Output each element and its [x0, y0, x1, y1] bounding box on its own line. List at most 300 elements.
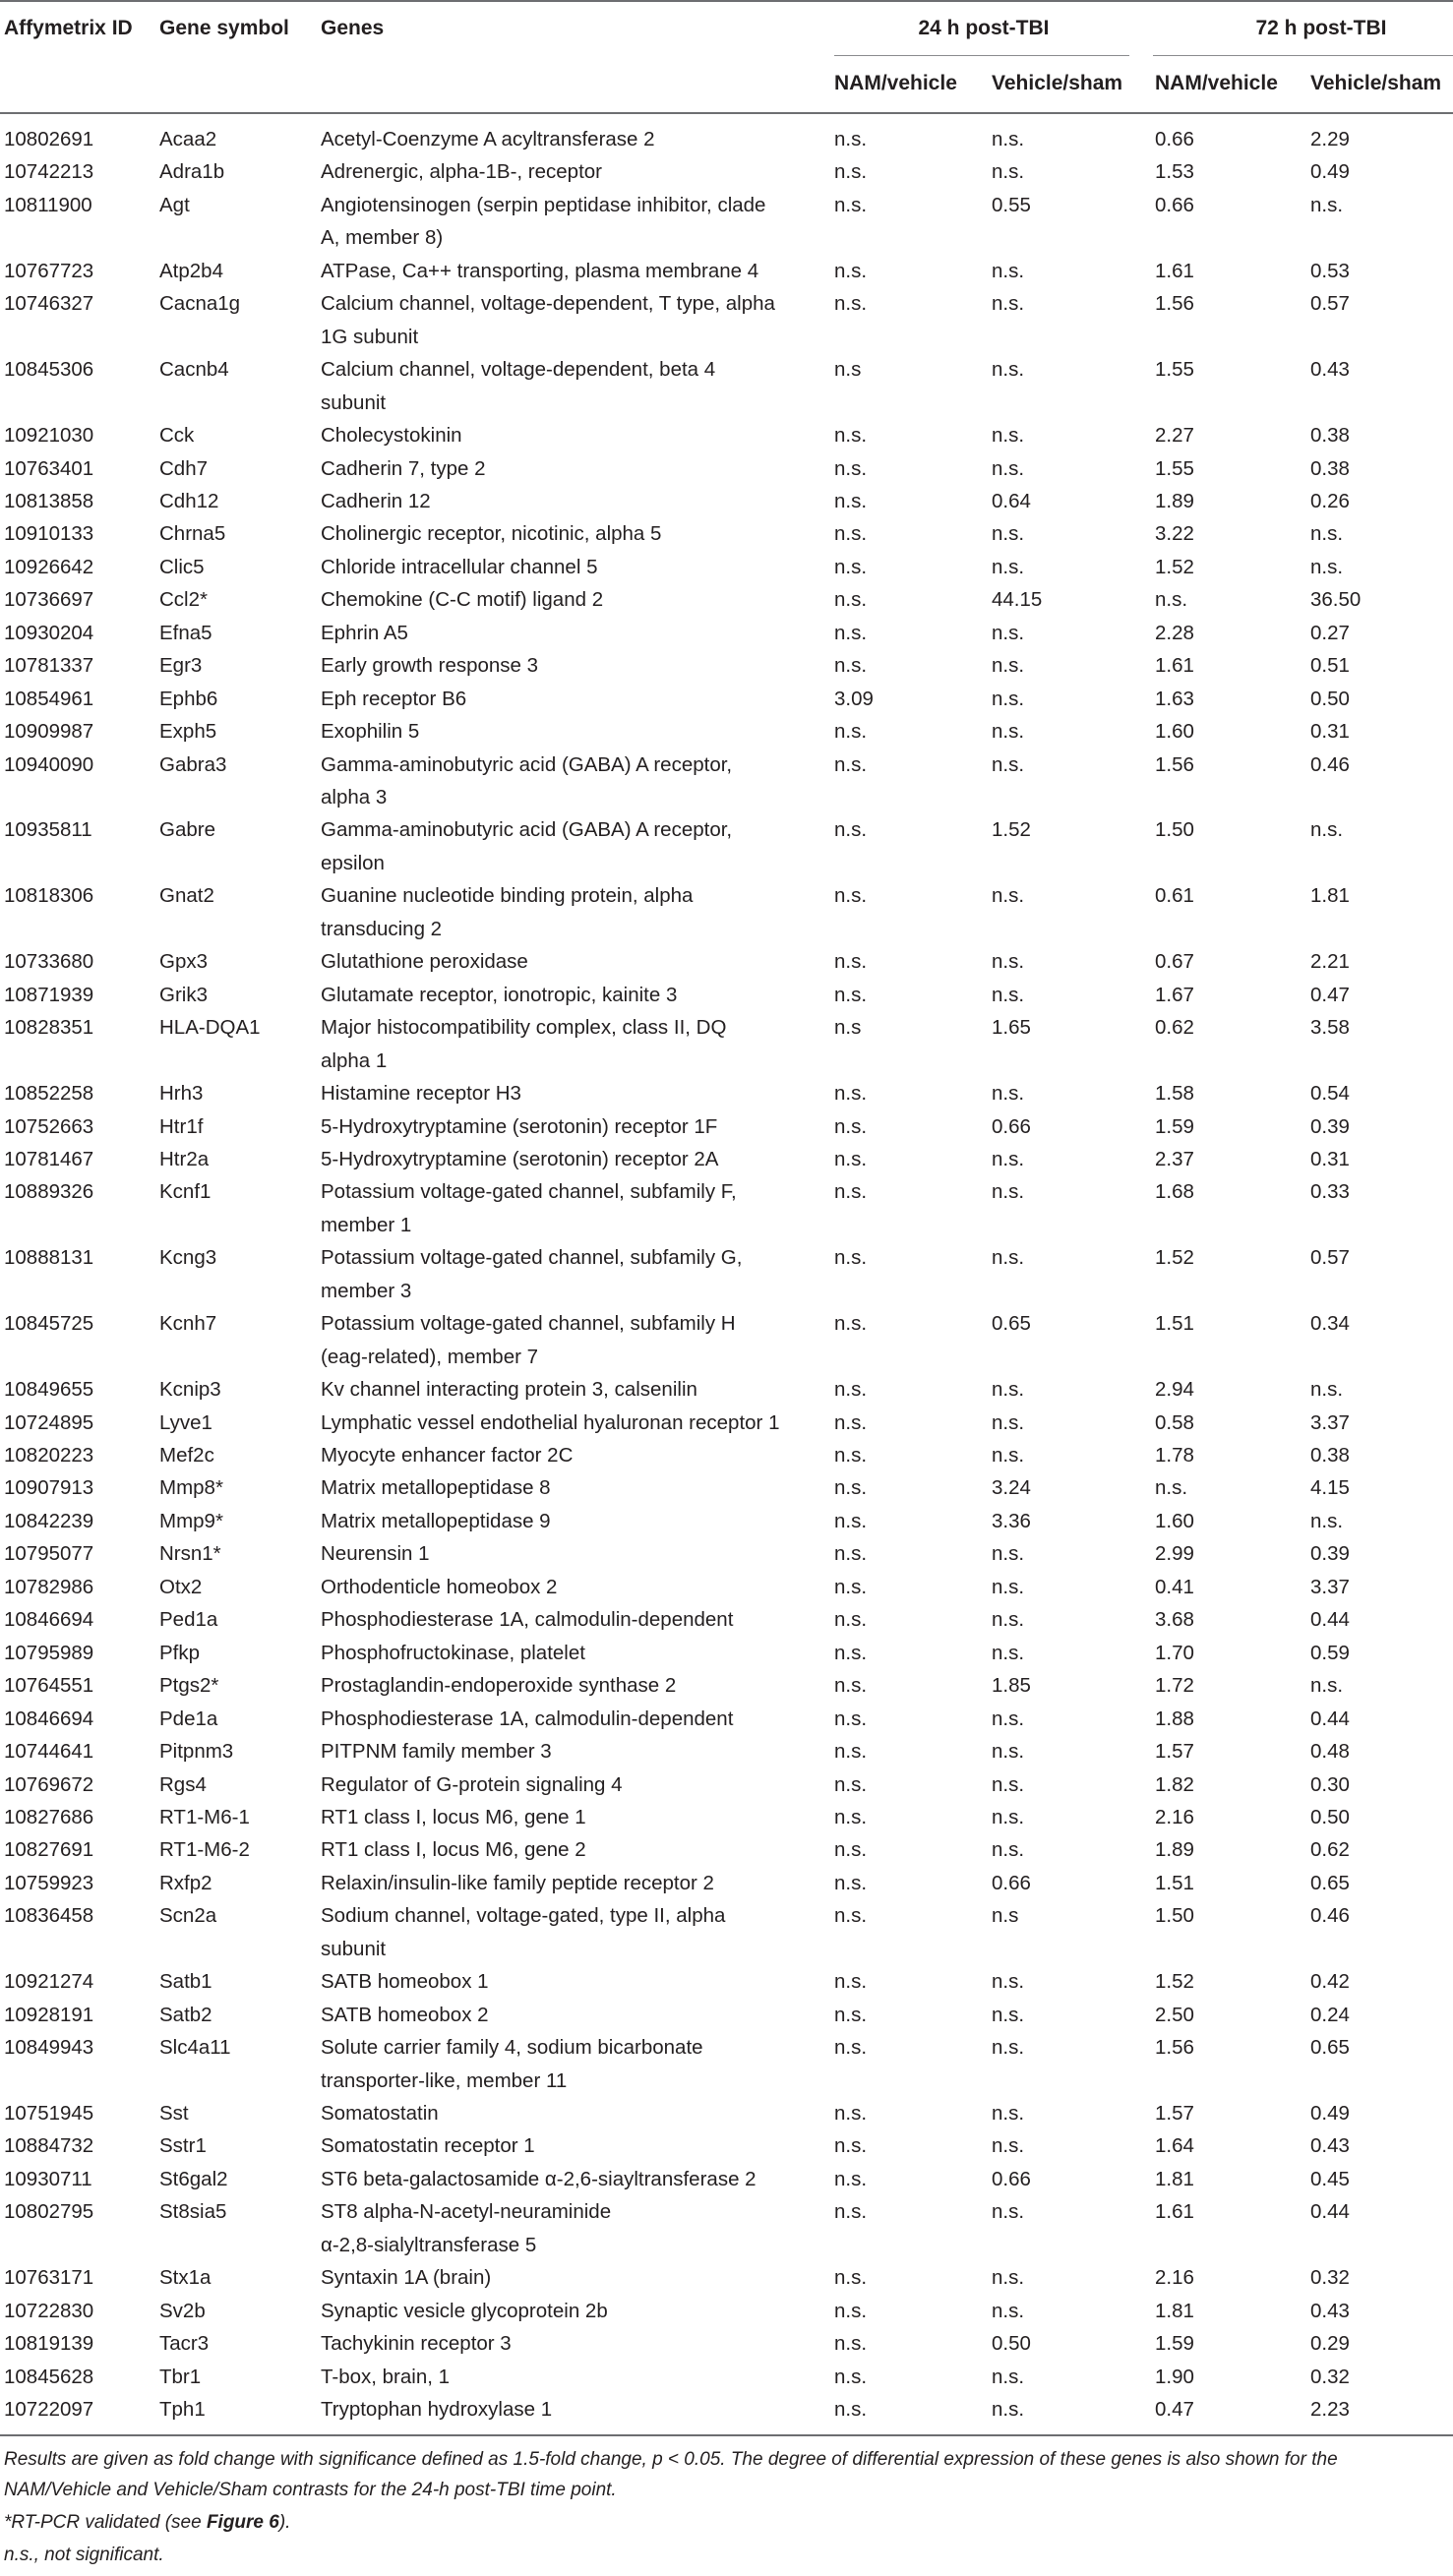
cell-nam-vehicle-72h: 1.90: [1155, 2365, 1194, 2388]
cell-vehicle-sham-72h: 2.29: [1310, 128, 1350, 150]
cell-nam-vehicle-72h: 2.16: [1155, 1805, 1194, 1828]
cell-gene-name: Major histocompatibility complex, class II, DQ: [321, 1016, 727, 1040]
cell-nam-vehicle-24h: n.s.: [834, 1904, 868, 1928]
cell-nam-vehicle-24h: n.s.: [834, 522, 868, 546]
cell-nam-vehicle-24h: n.s.: [834, 1410, 868, 1434]
cell-vehicle-sham-72h: 0.39: [1310, 1114, 1350, 1138]
cell-vehicle-sham-24h: 44.15: [992, 588, 1043, 612]
cell-gene-symbol: Adra1b: [159, 160, 225, 184]
cell-vehicle-sham-24h: n.s.: [992, 950, 1025, 974]
cell-vehicle-sham-72h: 4.15: [1310, 1476, 1350, 1500]
cell-nam-vehicle-72h: 0.47: [1155, 2398, 1194, 2422]
cell-vehicle-sham-72h: n.s.: [1310, 555, 1344, 578]
cell-nam-vehicle-72h: 1.52: [1155, 1246, 1194, 1270]
header-nam-vehicle-24h: NAM/vehicle: [834, 72, 957, 94]
cell-affymetrix-id: 10846694: [4, 1707, 94, 1730]
cell-vehicle-sham-72h: 0.57: [1310, 292, 1350, 316]
table-top-rule: [0, 0, 1453, 2]
cell-vehicle-sham-24h: n.s.: [992, 2299, 1025, 2322]
cell-vehicle-sham-24h: n.s.: [992, 555, 1025, 578]
cell-gene-name: Cadherin 7, type 2: [321, 456, 486, 480]
cell-affymetrix-id: 10767723: [4, 259, 94, 282]
cell-gene-name: Prostaglandin-endoperoxide synthase 2: [321, 1674, 677, 1698]
cell-vehicle-sham-24h: 1.65: [992, 1016, 1031, 1040]
cell-vehicle-sham-72h: 0.50: [1310, 687, 1350, 710]
cell-vehicle-sham-24h: 1.85: [992, 1674, 1031, 1698]
footnote-ns: n.s., not significant.: [4, 2544, 164, 2565]
cell-nam-vehicle-72h: 3.68: [1155, 1608, 1194, 1632]
cell-gene-name: alpha 1: [321, 1048, 388, 1072]
cell-vehicle-sham-24h: n.s.: [992, 259, 1025, 282]
cell-vehicle-sham-72h: 0.38: [1310, 456, 1350, 480]
cell-nam-vehicle-24h: n.s.: [834, 1114, 868, 1138]
cell-vehicle-sham-24h: n.s.: [992, 2003, 1025, 2026]
cell-gene-name: Chloride intracellular channel 5: [321, 555, 598, 578]
cell-nam-vehicle-72h: 1.78: [1155, 1444, 1194, 1467]
cell-vehicle-sham-24h: n.s.: [992, 687, 1025, 710]
cell-vehicle-sham-24h: n.s.: [992, 1410, 1025, 1434]
cell-affymetrix-id: 10928191: [4, 2003, 94, 2026]
cell-nam-vehicle-24h: n.s.: [834, 1707, 868, 1730]
cell-vehicle-sham-24h: n.s: [992, 1904, 1019, 1928]
cell-nam-vehicle-24h: n.s.: [834, 2003, 868, 2026]
cell-affymetrix-id: 10722097: [4, 2398, 94, 2422]
cell-gene-name: ST6 beta-galactosamide α-2,6-siayltransferase 2: [321, 2167, 757, 2190]
cell-affymetrix-id: 10782986: [4, 1575, 94, 1598]
cell-affymetrix-id: 10802691: [4, 128, 94, 150]
cell-gene-symbol: Lyve1: [159, 1410, 212, 1434]
table-bottom-rule: [0, 2434, 1453, 2436]
cell-nam-vehicle-72h: 1.68: [1155, 1180, 1194, 1204]
cell-affymetrix-id: 10909987: [4, 720, 94, 744]
cell-gene-symbol: Tbr1: [159, 2365, 202, 2388]
cell-nam-vehicle-72h: 1.70: [1155, 1641, 1194, 1664]
cell-nam-vehicle-24h: n.s.: [834, 160, 868, 184]
cell-gene-name: epsilon: [321, 851, 385, 874]
cell-gene-name: 1G subunit: [321, 325, 419, 348]
cell-gene-name: Neurensin 1: [321, 1542, 430, 1566]
cell-nam-vehicle-72h: n.s.: [1155, 1476, 1188, 1500]
cell-vehicle-sham-72h: 0.27: [1310, 621, 1350, 644]
cell-vehicle-sham-72h: 0.31: [1310, 720, 1350, 744]
cell-vehicle-sham-24h: 0.50: [992, 2332, 1031, 2356]
cell-nam-vehicle-72h: 1.57: [1155, 1740, 1194, 1764]
cell-nam-vehicle-72h: 1.56: [1155, 2036, 1194, 2060]
cell-affymetrix-id: 10921274: [4, 1970, 94, 1994]
cell-nam-vehicle-24h: n.s.: [834, 2036, 868, 2060]
cell-nam-vehicle-24h: n.s.: [834, 1378, 868, 1402]
cell-vehicle-sham-72h: 0.51: [1310, 654, 1350, 678]
cell-gene-name: Calcium channel, voltage-dependent, T type, alpha: [321, 292, 775, 316]
cell-affymetrix-id: 10746327: [4, 292, 94, 316]
cell-affymetrix-id: 10842239: [4, 1509, 94, 1532]
cell-gene-symbol: St8sia5: [159, 2200, 227, 2224]
cell-vehicle-sham-72h: 0.46: [1310, 1904, 1350, 1928]
cell-vehicle-sham-24h: 0.64: [992, 489, 1031, 512]
cell-affymetrix-id: 10935811: [4, 818, 92, 842]
cell-gene-symbol: Efna5: [159, 621, 212, 644]
cell-gene-symbol: Clic5: [159, 555, 205, 578]
cell-vehicle-sham-24h: n.s.: [992, 654, 1025, 678]
cell-vehicle-sham-24h: n.s.: [992, 1180, 1025, 1204]
cell-nam-vehicle-72h: 1.59: [1155, 2332, 1194, 2356]
cell-affymetrix-id: 10752663: [4, 1114, 94, 1138]
cell-nam-vehicle-72h: 1.52: [1155, 1970, 1194, 1994]
cell-vehicle-sham-24h: n.s.: [992, 1740, 1025, 1764]
cell-gene-symbol: HLA-DQA1: [159, 1016, 261, 1040]
cell-affymetrix-id: 10763401: [4, 456, 94, 480]
cell-vehicle-sham-24h: n.s.: [992, 1575, 1025, 1598]
cell-nam-vehicle-72h: 1.81: [1155, 2299, 1194, 2322]
cell-affymetrix-id: 10926642: [4, 555, 94, 578]
cell-gene-symbol: Cdh12: [159, 489, 219, 512]
cell-vehicle-sham-24h: n.s.: [992, 2200, 1025, 2224]
cell-gene-symbol: Ephb6: [159, 687, 218, 710]
cell-nam-vehicle-72h: 1.61: [1155, 654, 1194, 678]
cell-gene-symbol: Pfkp: [159, 1641, 201, 1664]
cell-gene-symbol: Cacnb4: [159, 358, 229, 382]
header-vehicle-sham-24h: Vehicle/sham: [992, 72, 1123, 94]
cell-vehicle-sham-24h: n.s.: [992, 1838, 1025, 1862]
cell-nam-vehicle-72h: 1.81: [1155, 2167, 1194, 2190]
cell-gene-symbol: Rgs4: [159, 1772, 207, 1796]
cell-nam-vehicle-24h: n.s.: [834, 621, 868, 644]
cell-affymetrix-id: 10910133: [4, 522, 94, 546]
cell-vehicle-sham-24h: n.s.: [992, 1772, 1025, 1796]
cell-nam-vehicle-24h: n.s.: [834, 1082, 868, 1106]
cell-gene-name: Sodium channel, voltage-gated, type II, alpha: [321, 1904, 726, 1928]
header-24h-post-tbi: 24 h post-TBI: [918, 17, 1050, 39]
cell-affymetrix-id: 10722830: [4, 2299, 94, 2322]
cell-gene-name: Chemokine (C-C motif) ligand 2: [321, 588, 604, 612]
cell-gene-name: Tryptophan hydroxylase 1: [321, 2398, 553, 2422]
cell-affymetrix-id: 10849655: [4, 1378, 94, 1402]
header-vehicle-sham-72h: Vehicle/sham: [1310, 72, 1442, 94]
cell-nam-vehicle-24h: n.s.: [834, 2365, 868, 2388]
cell-nam-vehicle-24h: n.s.: [834, 983, 868, 1006]
cell-vehicle-sham-72h: 0.34: [1310, 1312, 1350, 1336]
cell-gene-symbol: Gpx3: [159, 950, 208, 974]
cell-vehicle-sham-24h: n.s.: [992, 424, 1025, 448]
cell-affymetrix-id: 10759923: [4, 1871, 94, 1894]
cell-vehicle-sham-24h: n.s.: [992, 456, 1025, 480]
cell-gene-name: Acetyl-Coenzyme A acyltransferase 2: [321, 128, 655, 150]
cell-vehicle-sham-24h: n.s.: [992, 752, 1025, 776]
cell-vehicle-sham-72h: 0.47: [1310, 983, 1350, 1006]
cell-vehicle-sham-24h: n.s.: [992, 1608, 1025, 1632]
cell-affymetrix-id: 10889326: [4, 1180, 94, 1204]
cell-gene-symbol: Htr2a: [159, 1147, 210, 1170]
cell-vehicle-sham-24h: n.s.: [992, 720, 1025, 744]
cell-vehicle-sham-72h: 0.32: [1310, 2266, 1350, 2290]
cell-gene-name: Adrenergic, alpha-1B-, receptor: [321, 160, 603, 184]
cell-gene-symbol: Rxfp2: [159, 1871, 212, 1894]
cell-gene-name: Phosphodiesterase 1A, calmodulin-dependent: [321, 1707, 734, 1730]
cell-nam-vehicle-72h: 1.55: [1155, 358, 1194, 382]
cell-vehicle-sham-24h: 0.66: [992, 2167, 1031, 2190]
cell-vehicle-sham-72h: 0.33: [1310, 1180, 1350, 1204]
cell-nam-vehicle-72h: 2.37: [1155, 1147, 1194, 1170]
cell-vehicle-sham-72h: 0.49: [1310, 2102, 1350, 2125]
cell-gene-symbol: Tph1: [159, 2398, 206, 2422]
header-genes: Genes: [321, 17, 385, 39]
cell-vehicle-sham-72h: 0.38: [1310, 424, 1350, 448]
cell-nam-vehicle-24h: n.s.: [834, 128, 868, 150]
cell-gene-name: ATPase, Ca++ transporting, plasma membrane 4: [321, 259, 759, 282]
cell-gene-name: Solute carrier family 4, sodium bicarbonate: [321, 2036, 703, 2060]
cell-vehicle-sham-24h: n.s.: [992, 2398, 1025, 2422]
cell-vehicle-sham-24h: n.s.: [992, 2365, 1025, 2388]
cell-gene-name: Angiotensinogen (serpin peptidase inhibitor, clade: [321, 193, 766, 216]
cell-gene-name: subunit: [321, 390, 387, 414]
cell-affymetrix-id: 10751945: [4, 2102, 94, 2125]
cell-vehicle-sham-72h: 1.81: [1310, 884, 1350, 908]
cell-gene-name: Somatostatin receptor 1: [321, 2134, 535, 2158]
cell-affymetrix-id: 10852258: [4, 1082, 94, 1106]
cell-nam-vehicle-72h: 1.52: [1155, 555, 1194, 578]
cell-gene-name: SATB homeobox 1: [321, 1970, 489, 1994]
cell-nam-vehicle-24h: n.s.: [834, 555, 868, 578]
cell-affymetrix-id: 10827691: [4, 1838, 94, 1862]
cell-nam-vehicle-24h: n.s: [834, 358, 862, 382]
cell-vehicle-sham-72h: 0.65: [1310, 1871, 1350, 1894]
cell-gene-name: transporter-like, member 11: [321, 2068, 568, 2092]
cell-gene-name: 5-Hydroxytryptamine (serotonin) receptor 1F: [321, 1114, 718, 1138]
cell-vehicle-sham-24h: n.s.: [992, 2266, 1025, 2290]
cell-nam-vehicle-72h: 1.64: [1155, 2134, 1194, 2158]
group-72h-rule: [1153, 55, 1453, 56]
cell-vehicle-sham-72h: n.s.: [1310, 1509, 1344, 1532]
cell-nam-vehicle-24h: n.s.: [834, 2332, 868, 2356]
cell-gene-name: Calcium channel, voltage-dependent, beta 4: [321, 358, 716, 382]
cell-nam-vehicle-72h: 1.60: [1155, 1509, 1194, 1532]
cell-nam-vehicle-72h: 1.89: [1155, 1838, 1194, 1862]
cell-vehicle-sham-24h: n.s.: [992, 1641, 1025, 1664]
cell-gene-name: Lymphatic vessel endothelial hyaluronan receptor 1: [321, 1410, 780, 1434]
cell-affymetrix-id: 10854961: [4, 687, 94, 710]
cell-nam-vehicle-24h: n.s.: [834, 720, 868, 744]
cell-vehicle-sham-24h: n.s.: [992, 2134, 1025, 2158]
cell-vehicle-sham-72h: 3.37: [1310, 1410, 1350, 1434]
cell-nam-vehicle-72h: 0.58: [1155, 1410, 1194, 1434]
cell-nam-vehicle-72h: 0.62: [1155, 1016, 1194, 1040]
cell-vehicle-sham-72h: 0.26: [1310, 489, 1350, 512]
cell-nam-vehicle-24h: n.s.: [834, 2299, 868, 2322]
cell-affymetrix-id: 10781337: [4, 654, 94, 678]
cell-affymetrix-id: 10818306: [4, 884, 94, 908]
cell-affymetrix-id: 10845628: [4, 2365, 94, 2388]
cell-nam-vehicle-72h: 2.99: [1155, 1542, 1194, 1566]
cell-vehicle-sham-24h: n.s.: [992, 1444, 1025, 1467]
cell-nam-vehicle-24h: n.s.: [834, 1641, 868, 1664]
cell-nam-vehicle-24h: n.s.: [834, 1444, 868, 1467]
cell-nam-vehicle-72h: 2.50: [1155, 2003, 1194, 2026]
footnote-results-cont: NAM/Vehicle and Vehicle/Sham contrasts for the 24-h post-TBI time point.: [4, 2479, 617, 2500]
cell-vehicle-sham-24h: 0.66: [992, 1114, 1031, 1138]
cell-affymetrix-id: 10940090: [4, 752, 94, 776]
cell-vehicle-sham-24h: n.s.: [992, 1246, 1025, 1270]
cell-vehicle-sham-24h: 3.36: [992, 1509, 1031, 1532]
cell-vehicle-sham-72h: 0.53: [1310, 259, 1350, 282]
group-24h-rule: [834, 55, 1129, 56]
cell-gene-symbol: Otx2: [159, 1575, 203, 1598]
cell-nam-vehicle-72h: 3.22: [1155, 522, 1194, 546]
cell-vehicle-sham-24h: n.s.: [992, 1970, 1025, 1994]
cell-gene-name: Eph receptor B6: [321, 687, 467, 710]
cell-nam-vehicle-24h: n.s.: [834, 259, 868, 282]
cell-nam-vehicle-24h: n.s.: [834, 950, 868, 974]
cell-gene-name: Myocyte enhancer factor 2C: [321, 1444, 574, 1467]
cell-gene-name: Exophilin 5: [321, 720, 420, 744]
cell-affymetrix-id: 10724895: [4, 1410, 94, 1434]
cell-gene-symbol: Pde1a: [159, 1707, 218, 1730]
cell-gene-name: Synaptic vesicle glycoprotein 2b: [321, 2299, 608, 2322]
cell-gene-name: Matrix metallopeptidase 8: [321, 1476, 551, 1500]
cell-affymetrix-id: 10819139: [4, 2332, 94, 2356]
cell-gene-symbol: Satb2: [159, 2003, 212, 2026]
cell-gene-symbol: Gabra3: [159, 752, 227, 776]
header-nam-vehicle-72h: NAM/vehicle: [1155, 72, 1278, 94]
cell-vehicle-sham-72h: 0.30: [1310, 1772, 1350, 1796]
cell-nam-vehicle-72h: 1.88: [1155, 1707, 1194, 1730]
cell-affymetrix-id: 10828351: [4, 1016, 94, 1040]
cell-affymetrix-id: 10781467: [4, 1147, 94, 1170]
cell-nam-vehicle-72h: 1.67: [1155, 983, 1194, 1006]
cell-vehicle-sham-24h: 0.66: [992, 1871, 1031, 1894]
cell-nam-vehicle-72h: 1.89: [1155, 489, 1194, 512]
cell-vehicle-sham-72h: 0.43: [1310, 358, 1350, 382]
cell-gene-name: Somatostatin: [321, 2102, 439, 2125]
cell-vehicle-sham-72h: 0.44: [1310, 2200, 1350, 2224]
cell-nam-vehicle-72h: 1.56: [1155, 752, 1194, 776]
cell-affymetrix-id: 10836458: [4, 1904, 94, 1928]
cell-vehicle-sham-72h: 3.58: [1310, 1016, 1350, 1040]
cell-vehicle-sham-24h: n.s.: [992, 2102, 1025, 2125]
cell-nam-vehicle-24h: n.s.: [834, 1509, 868, 1532]
header-bottom-rule: [0, 112, 1453, 114]
cell-gene-name: Phosphofructokinase, platelet: [321, 1641, 585, 1664]
cell-vehicle-sham-72h: 2.21: [1310, 950, 1350, 974]
cell-affymetrix-id: 10736697: [4, 588, 94, 612]
cell-nam-vehicle-24h: n.s.: [834, 1970, 868, 1994]
cell-nam-vehicle-72h: 1.59: [1155, 1114, 1194, 1138]
cell-vehicle-sham-72h: 0.49: [1310, 160, 1350, 184]
cell-affymetrix-id: 10811900: [4, 193, 92, 216]
cell-nam-vehicle-72h: 0.41: [1155, 1575, 1194, 1598]
cell-affymetrix-id: 10795989: [4, 1641, 94, 1664]
cell-vehicle-sham-72h: n.s.: [1310, 1674, 1344, 1698]
cell-vehicle-sham-72h: n.s.: [1310, 522, 1344, 546]
cell-affymetrix-id: 10742213: [4, 160, 94, 184]
cell-gene-symbol: Mmp9*: [159, 1509, 223, 1532]
cell-gene-symbol: Chrna5: [159, 522, 226, 546]
cell-gene-name: Phosphodiesterase 1A, calmodulin-dependent: [321, 1608, 734, 1632]
figure-6-link[interactable]: Figure 6: [206, 2511, 279, 2533]
cell-affymetrix-id: 10820223: [4, 1444, 94, 1467]
cell-gene-symbol: Kcnf1: [159, 1180, 212, 1204]
cell-vehicle-sham-72h: 0.48: [1310, 1740, 1350, 1764]
cell-nam-vehicle-24h: n.s.: [834, 292, 868, 316]
cell-nam-vehicle-24h: n.s.: [834, 1740, 868, 1764]
cell-gene-symbol: St6gal2: [159, 2167, 228, 2190]
cell-vehicle-sham-72h: 2.23: [1310, 2398, 1350, 2422]
cell-affymetrix-id: 10871939: [4, 983, 94, 1006]
cell-nam-vehicle-24h: n.s.: [834, 818, 868, 842]
cell-gene-symbol: Sv2b: [159, 2299, 206, 2322]
cell-gene-name: Histamine receptor H3: [321, 1082, 521, 1106]
cell-vehicle-sham-24h: n.s.: [992, 1147, 1025, 1170]
cell-gene-name: Potassium voltage-gated channel, subfamily G,: [321, 1246, 743, 1270]
cell-affymetrix-id: 10764551: [4, 1674, 94, 1698]
cell-vehicle-sham-72h: 36.50: [1310, 588, 1362, 612]
cell-nam-vehicle-24h: n.s.: [834, 1246, 868, 1270]
cell-vehicle-sham-72h: 0.31: [1310, 1147, 1350, 1170]
cell-nam-vehicle-24h: n.s.: [834, 193, 868, 216]
cell-vehicle-sham-72h: 0.54: [1310, 1082, 1350, 1106]
cell-gene-symbol: Exph5: [159, 720, 217, 744]
cell-vehicle-sham-72h: 3.37: [1310, 1575, 1350, 1598]
cell-nam-vehicle-72h: 1.56: [1155, 292, 1194, 316]
cell-nam-vehicle-24h: n.s.: [834, 456, 868, 480]
cell-nam-vehicle-72h: 1.60: [1155, 720, 1194, 744]
cell-nam-vehicle-24h: n.s.: [834, 1838, 868, 1862]
cell-gene-name: subunit: [321, 1937, 387, 1960]
cell-gene-symbol: Gabre: [159, 818, 215, 842]
cell-gene-name: Glutamate receptor, ionotropic, kainite 3: [321, 983, 678, 1006]
cell-gene-symbol: Kcnh7: [159, 1312, 217, 1336]
cell-gene-symbol: Tacr3: [159, 2332, 210, 2356]
cell-nam-vehicle-24h: n.s.: [834, 2102, 868, 2125]
cell-nam-vehicle-72h: 1.50: [1155, 1904, 1194, 1928]
cell-gene-symbol: Gnat2: [159, 884, 214, 908]
cell-affymetrix-id: 10763171: [4, 2266, 94, 2290]
cell-vehicle-sham-72h: 0.24: [1310, 2003, 1350, 2026]
cell-vehicle-sham-72h: 0.44: [1310, 1608, 1350, 1632]
cell-nam-vehicle-72h: 1.61: [1155, 2200, 1194, 2224]
cell-nam-vehicle-72h: 1.61: [1155, 259, 1194, 282]
cell-gene-name: T-box, brain, 1: [321, 2365, 451, 2388]
cell-vehicle-sham-72h: 0.44: [1310, 1707, 1350, 1730]
cell-affymetrix-id: 10802795: [4, 2200, 94, 2224]
cell-gene-name: RT1 class I, locus M6, gene 2: [321, 1838, 586, 1862]
cell-nam-vehicle-24h: n.s.: [834, 1608, 868, 1632]
cell-nam-vehicle-72h: 1.50: [1155, 818, 1194, 842]
cell-affymetrix-id: 10744641: [4, 1740, 94, 1764]
cell-vehicle-sham-24h: 0.65: [992, 1312, 1031, 1336]
cell-gene-name: Potassium voltage-gated channel, subfamily F,: [321, 1180, 737, 1204]
cell-gene-name: alpha 3: [321, 786, 388, 809]
cell-vehicle-sham-72h: 0.59: [1310, 1641, 1350, 1664]
cell-nam-vehicle-24h: n.s.: [834, 424, 868, 448]
cell-gene-symbol: Acaa2: [159, 128, 217, 150]
cell-vehicle-sham-24h: n.s.: [992, 2036, 1025, 2060]
cell-vehicle-sham-72h: 0.29: [1310, 2332, 1350, 2356]
header-72h-post-tbi: 72 h post-TBI: [1255, 17, 1387, 39]
cell-affymetrix-id: 10845725: [4, 1312, 94, 1336]
cell-gene-name: Cadherin 12: [321, 489, 431, 512]
cell-vehicle-sham-24h: n.s.: [992, 1542, 1025, 1566]
cell-gene-name: Gamma-aminobutyric acid (GABA) A receptor,: [321, 818, 733, 842]
cell-gene-name: Potassium voltage-gated channel, subfamily H: [321, 1312, 736, 1336]
cell-nam-vehicle-24h: n.s.: [834, 1674, 868, 1698]
cell-vehicle-sham-72h: n.s.: [1310, 818, 1344, 842]
cell-nam-vehicle-72h: 1.58: [1155, 1082, 1194, 1106]
cell-gene-name: α-2,8-sialyltransferase 5: [321, 2233, 537, 2256]
cell-affymetrix-id: 10827686: [4, 1805, 94, 1828]
cell-affymetrix-id: 10849943: [4, 2036, 94, 2060]
cell-gene-symbol: Sstr1: [159, 2134, 207, 2158]
cell-nam-vehicle-24h: n.s.: [834, 1147, 868, 1170]
